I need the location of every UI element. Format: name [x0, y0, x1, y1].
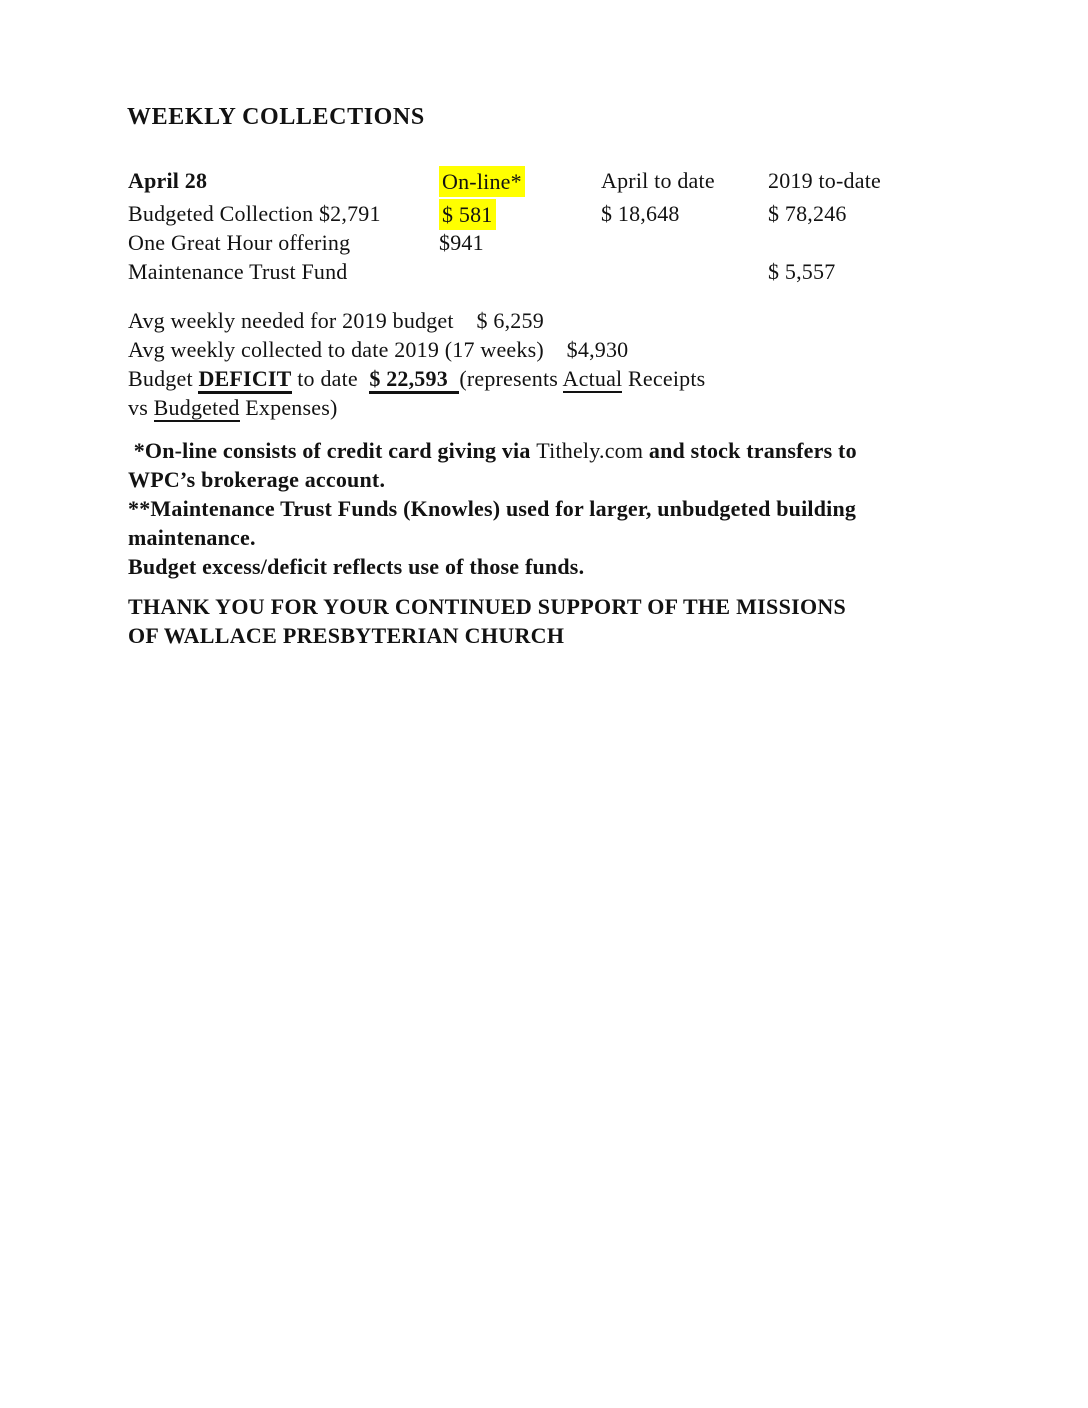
table-row-one-great-hour — [128, 228, 1028, 257]
budgeted-collection-label: Budgeted Collection $2,791 — [128, 201, 381, 226]
deficit-represents: (represents — [459, 366, 563, 391]
header-2019-to-date: 2019 to-date — [768, 168, 881, 193]
deficit-receipts: Receipts — [622, 366, 706, 391]
thank-you-line-2: OF WALLACE PRESBYTERIAN CHURCH — [128, 623, 565, 648]
budget-deficit-line-2 — [128, 393, 705, 422]
note-online-line-2: WPC’s brokerage account. — [128, 467, 386, 492]
notes-section — [128, 436, 857, 581]
deficit-prefix: Budget — [128, 366, 199, 391]
one-great-hour-online-value: $941 — [439, 230, 484, 255]
budgeted-collection-april-value: $ 18,648 — [601, 201, 680, 226]
avg-weekly-collected-line: Avg weekly collected to date 2019 (17 weeks) $4,930 — [128, 337, 629, 362]
table-row-budgeted-collection — [128, 199, 1028, 228]
budgeted-collection-online-value: $ 581 — [439, 199, 496, 230]
note-maintenance-line-1: **Maintenance Trust Funds (Knowles) used for larger, unbudgeted building — [128, 496, 857, 521]
avg-weekly-needed-line: Avg weekly needed for 2019 budget $ 6,259 — [128, 308, 544, 333]
deficit-mid: to date — [291, 366, 370, 391]
header-online: On-line* — [439, 166, 525, 197]
thank-you-line-1: THANK YOU FOR YOUR CONTINUED SUPPORT OF THE MISSIONS — [128, 594, 847, 619]
header-date: April 28 — [128, 168, 208, 193]
note1-tithely: Tithely.com — [536, 438, 644, 463]
table-row-maintenance-trust — [128, 257, 1028, 286]
vs-text: vs — [128, 395, 154, 420]
budgeted-collection-ytd-value: $ 78,246 — [768, 201, 847, 226]
collections-table — [128, 166, 1028, 286]
note-maintenance-line-2: maintenance. — [128, 525, 256, 550]
budgeted-word: Budgeted — [153, 395, 240, 420]
note1-bold-a: *On-line consists of credit card giving via — [128, 438, 537, 463]
header-april-to-date: April to date — [601, 168, 715, 193]
actual-word: Actual — [562, 366, 623, 391]
page-title: WEEKLY COLLECTIONS — [127, 104, 425, 130]
thank-you-section — [128, 592, 846, 650]
deficit-amount: $ 22,593 — [369, 366, 459, 394]
table-header-row — [128, 166, 1028, 195]
one-great-hour-label: One Great Hour offering — [128, 230, 351, 255]
summary-section — [128, 306, 705, 422]
note-budget-excess: Budget excess/deficit reflects use of those funds. — [128, 554, 585, 579]
expenses-text: Expenses) — [239, 395, 338, 420]
maintenance-trust-label: Maintenance Trust Fund — [128, 259, 348, 284]
maintenance-trust-ytd-value: $ 5,557 — [768, 259, 836, 284]
deficit-word: DEFICIT — [198, 366, 291, 394]
budget-deficit-line — [128, 364, 705, 393]
note1-bold-b: and stock transfers to — [643, 438, 857, 463]
note-online-line-1 — [128, 436, 857, 465]
